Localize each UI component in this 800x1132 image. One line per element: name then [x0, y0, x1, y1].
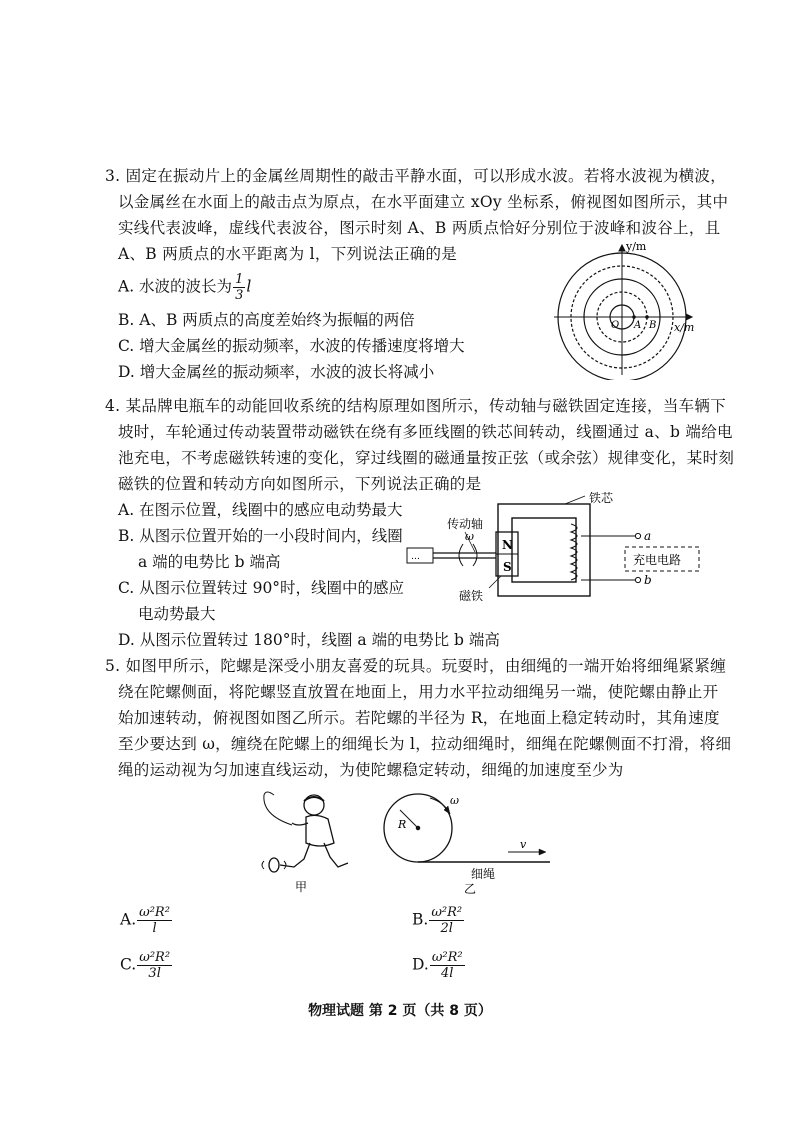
q5-figure-jia: [250, 785, 365, 895]
q4-option-b-line-2: a 端的电势比 b 端高: [138, 553, 281, 571]
q4-line-3: 池充电，不考虑磁铁转速的变化，穿过线圈的磁通量按正弦（或余弦）规律变化，某时刻: [118, 449, 735, 467]
q5-option-c-fraction: $\frac{\text{ω²R²}}{3l}$: [139, 950, 171, 981]
q3-option-c: C. 增大金属丝的振动频率，水波的传播速度将增大: [118, 337, 465, 355]
q3-point-b-label: B: [649, 320, 657, 331]
q4-terminal-a: a: [644, 529, 652, 543]
q4-core-label: 铁芯: [589, 492, 614, 505]
q5-option-a-fraction: $\frac{\text{ω²R²}}{l}$: [139, 905, 170, 936]
q3-line-2: 以金属丝在水面上的敲击点为原点，在水平面建立 xOy 坐标系，俯视图如图所示，其中: [118, 193, 729, 211]
q4-north-pole: N: [502, 538, 513, 552]
q4-omega-label: ω: [465, 530, 474, 543]
q5-option-b-fraction: $\frac{\text{ω²R²}}{2l}$: [431, 905, 463, 936]
q5-line-2: 绕在陀螺侧面，将陀螺竖直放置在地面上，用力水平拉动细绳另一端，使陀螺由静止开: [118, 683, 719, 701]
q4-generator-figure: [405, 492, 705, 610]
q5-label-yi: 乙: [464, 882, 477, 895]
q3-point-b: [645, 315, 649, 319]
q3-origin-label: O: [611, 320, 620, 331]
q3-x-axis-label: x/m: [674, 321, 695, 334]
q3-point-a-label: A: [634, 320, 642, 331]
q4-circuit-label: 充电电路: [633, 553, 682, 567]
q3-line-4: A、B 两质点的水平距离为 l，下列说法正确的是: [118, 245, 458, 263]
q5-velocity-label: v: [520, 838, 527, 851]
q5-option-c: C. $\frac{\text{ω²R²}}{3l}$: [120, 950, 171, 981]
q5-line-5: 绳的运动视为匀加速直线运动，为使陀螺稳定转动，细绳的加速度至少为: [118, 761, 624, 779]
svg-text:…: …: [411, 552, 420, 562]
q4-south-pole: S: [503, 560, 512, 574]
q3-option-a: A. 水波的波长为 $\frac{1}{3}$ l: [118, 272, 252, 303]
q4-option-c-line-2: 电动势最大: [138, 605, 216, 623]
q5-option-a: A. $\frac{\text{ω²R²}}{l}$: [120, 905, 170, 936]
q5-line-3: 始加速转动，俯视图如图乙所示。若陀螺的半径为 R，在地面上稳定转动时，其角速度: [118, 709, 720, 727]
q3-line-3: 实线代表波峰，虚线代表波谷，图示时刻 A、B 两质点恰好分别位于波峰和波谷上，且: [118, 219, 721, 237]
q4-magnet-label: 磁铁: [459, 589, 484, 603]
q3-point-a: [632, 315, 636, 319]
q5-option-b: B. $\frac{\text{ω²R²}}{2l}$: [412, 905, 463, 936]
q4-option-a: A. 在图示位置，线圈中的感应电动势最大: [118, 501, 403, 519]
q3-option-d: D. 增大金属丝的振动频率，水波的波长将减小: [118, 363, 435, 381]
q4-option-c-line-1: C. 从图示位置转过 90°时，线圈中的感应: [118, 579, 405, 597]
q3-line-1: 3. 固定在振动片上的金属丝周期性的敲击平静水面，可以形成水波。若将水波视为横波，: [105, 167, 727, 185]
q5-radius-label: R: [398, 818, 407, 831]
q4-line-2: 坡时，车轮通过传动装置带动磁铁在绕有多匝线圈的铁芯间转动，线圈通过 a、b 端给电: [118, 423, 733, 441]
q5-label-jia: 甲: [295, 880, 308, 894]
q5-figure-yi: [378, 790, 558, 895]
q4-line-4: 磁铁的位置和转动方向如图所示，下列说法正确的是: [118, 475, 482, 493]
q4-terminal-b: b: [644, 573, 652, 587]
q5-omega-label: ω: [450, 794, 459, 807]
q5-rope-label: 细绳: [471, 867, 496, 881]
q5-option-d: D. $\frac{\text{ω²R²}}{4l}$: [412, 950, 463, 981]
q5-line-4: 至少要达到 ω，缠绕在陀螺上的细绳长为 l，拉动细绳时，细绳在陀螺侧面不打滑，将细: [118, 735, 732, 753]
q4-option-d: D. 从图示位置转过 180°时，线圈 a 端的电势比 b 端高: [118, 631, 500, 649]
q3-option-b: B. A、B 两质点的高度差始终为振幅的两倍: [118, 311, 415, 329]
q3-wave-figure: [540, 235, 700, 380]
q3-y-axis-label: y/m: [626, 240, 647, 253]
q3-option-a-fraction: $\frac{1}{3}$: [235, 272, 244, 303]
q5-line-1: 5. 如图甲所示，陀螺是深受小朋友喜爱的玩具。玩耍时，由细绳的一端开始将细绳紧紧缠: [105, 657, 727, 675]
q4-shaft-label: 传动轴: [447, 517, 484, 531]
q4-line-1: 4. 某品牌电瓶车的动能回收系统的结构原理如图所示，传动轴与磁铁固定连接，当车辆下: [105, 397, 727, 415]
q5-option-d-fraction: $\frac{\text{ω²R²}}{4l}$: [431, 950, 463, 981]
q4-option-b-line-1: B. 从图示位置开始的一小段时间内，线圈: [118, 527, 403, 545]
page-footer: 物理试题 第 2 页（共 8 页）: [308, 1003, 492, 1019]
